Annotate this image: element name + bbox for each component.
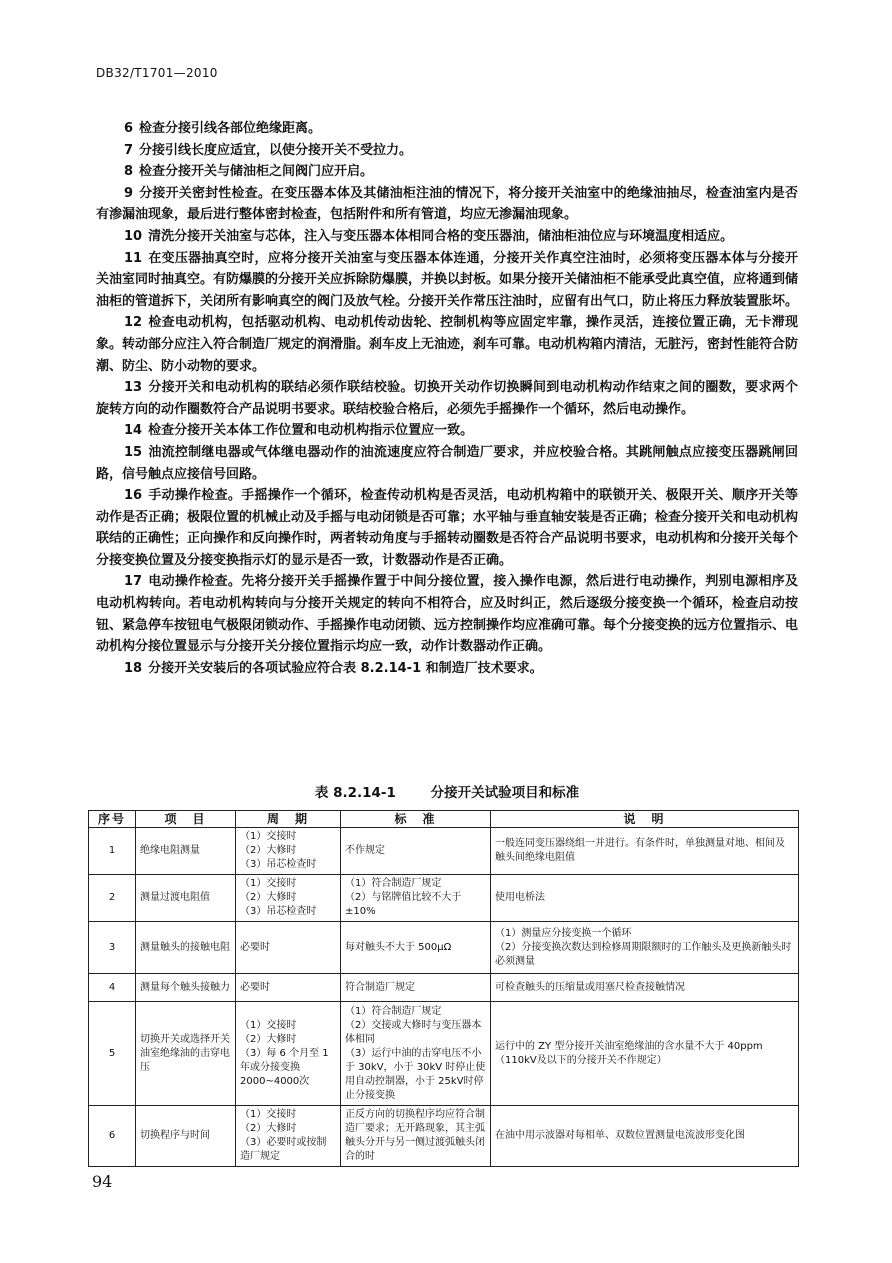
page-number: 94 [92, 1172, 113, 1191]
clause-paragraph [96, 571, 798, 657]
cell-item-line: 切换开关或选择开关油室绝缘油的击穿电压 [140, 1033, 230, 1073]
cell-item [136, 1106, 236, 1167]
cell-period-line: （3）必要时或按制造厂规定 [240, 1137, 327, 1162]
cell-item-line: 测量过渡电阻值 [140, 892, 210, 903]
cell-standard-line: 正反方向的切换程序均应符合制造厂要求；无开路现象，其主弧触头分开与另一侧过渡弧触头闭合的时 [345, 1109, 485, 1162]
cell-period-line: 必要时 [240, 981, 270, 993]
col-header-note: 说 明 [491, 811, 799, 828]
cell-item-line: 切换程序与时间 [140, 1130, 210, 1141]
clause-number: 18 [124, 660, 143, 676]
clause-number: 13 [124, 380, 143, 396]
clause-number: 11 [124, 250, 143, 266]
table-caption-number: 表 8.2.14-1 [314, 785, 396, 801]
body-text [96, 118, 798, 679]
table-row [89, 922, 799, 974]
col-header-standard: 标 准 [341, 811, 491, 828]
clause-text: 手动操作检查。手摇操作一个循环，检查传动机构是否灵活，电动机构箱中的联锁开关、极限开关、顺序开关等动作是否正确；极限位置的机械止动及手摇与电动闭锁是否可靠；水平轴与垂直轴安装是否正确；检查分接开关和电动机构联结的正确性；正向操作和反向操作时，两者转动角度与手摇转动圈数是否符合产品说明书要求，电动机构和分接开关每个分接变换位置及分接变换指示灯的显示是否一致，计数器动作是否正确。 [96, 488, 799, 568]
cell-period-line: （2）大修时 [240, 892, 297, 903]
cell-standard [341, 828, 491, 875]
clause-number: 6 [124, 121, 134, 136]
cell-no: 4 [89, 974, 136, 1002]
cell-standard [341, 1002, 491, 1106]
cell-period-line: （3）每 6 个月至 1 年或分接变换 2000~4000次 [240, 1047, 329, 1087]
cell-item [136, 1002, 236, 1106]
col-header-period: 周 期 [236, 811, 341, 828]
cell-note-line: 可检查触头的压缩量或用塞尺检查接触情况 [495, 981, 685, 993]
clause-text: 分接开关密封性检查。在变压器本体及其储油柜注油的情况下，将分接开关油室中的绝缘油抽尽，检查油室内是否有渗漏油现象，最后进行整体密封检查，包括附件和所有管道，均应无渗漏油现象。 [96, 185, 798, 223]
cell-period-line: （2）大修时 [240, 845, 297, 856]
cell-standard [341, 1106, 491, 1167]
cell-period-line: （2）大修时 [240, 1123, 297, 1134]
clause-paragraph [96, 312, 798, 377]
clause-number: 16 [124, 488, 143, 504]
clause-paragraph [96, 161, 798, 183]
cell-note-line: （1）测量应分接变换一个循环 [495, 927, 632, 939]
document-code: DB32/T1701—2010 [96, 66, 218, 80]
cell-standard-line: 符合制造厂规定 [345, 981, 415, 993]
clause-text: 油流控制继电器或气体继电器动作的油流速度应符合制造厂要求，并应校验合格。其跳闸触点应接变压器跳闸回路，信号触点应接信号回路。 [96, 444, 798, 482]
clause-paragraph [96, 118, 798, 140]
cell-standard-line: （1）符合制造厂规定 [345, 878, 442, 889]
cell-period [236, 1106, 341, 1167]
clause-paragraph [96, 226, 798, 248]
clause-paragraph [96, 248, 798, 313]
cell-note [491, 875, 799, 922]
cell-standard-line: （2）与铭牌值比较不大于±10% [345, 892, 462, 917]
col-header-no: 序号 [89, 811, 136, 828]
cell-standard-line: （2）交接或大修时与变压器本体相同 [345, 1019, 482, 1045]
table-caption [96, 781, 798, 801]
cell-no: 2 [89, 875, 136, 922]
table-row [89, 828, 799, 875]
cell-standard [341, 875, 491, 922]
cell-standard-line: （3）运行中油的击穿电压不小于 30kV，小于 30kV 时停止使用自动控制器，小于 25kV时停止分接变换 [345, 1047, 486, 1101]
cell-note [491, 922, 799, 974]
cell-item [136, 828, 236, 875]
cell-no: 1 [89, 828, 136, 875]
cell-period-line: （1）交接时 [240, 1019, 297, 1031]
col-header-item: 项 目 [136, 811, 236, 828]
cell-period [236, 875, 341, 922]
clause-text: 检查分接引线各部位绝缘距离。 [139, 121, 322, 136]
cell-item-line: 测量每个触头接触力 [140, 981, 230, 993]
cell-note-line: 运行中的 ZY 型分接开关油室绝缘油的含水量不大于 40ppm（110kV及以下的分接开关不作规定） [495, 1040, 763, 1066]
cell-period [236, 1002, 341, 1106]
clause-text: 分接开关安装后的各项试验应符合表 8.2.14-1 和制造厂技术要求。 [148, 660, 543, 676]
clause-number: 10 [124, 228, 143, 244]
cell-period [236, 922, 341, 974]
cell-period-line: （3）吊芯检查时 [240, 859, 317, 870]
clause-number: 12 [124, 315, 143, 331]
clause-text: 检查分接开关与储油柜之间阀门应开启。 [139, 164, 374, 180]
cell-period [236, 974, 341, 1002]
clause-number: 7 [124, 142, 134, 158]
clause-text: 分接开关和电动机构的联结必须作联结校验。切换开关动作切换瞬间到电动机构动作结束之间的圈数，要求两个旋转方向的动作圈数符合产品说明书要求。联结校验合格后，必须先手摇操作一个循环，然后电动操作。 [96, 380, 798, 417]
cell-period-line: （3）吊芯检查时 [240, 906, 317, 917]
clause-text: 在变压器抽真空时，应将分接开关油室与变压器本体连通，分接开关作真空注油时，必须将变压器本体与分接开关油室同时抽真空。有防爆膜的分接开关应拆除防爆膜，并换以封板。如果分接开关储油柜不能承受此真空值，应将通到储油柜的管道拆下，关闭所有影响真空的阀门及放气栓。分接开关作常压注油时，应留有出气口，防止将压力释放装置胀坏。 [96, 250, 799, 309]
cell-standard [341, 974, 491, 1002]
clause-number: 8 [124, 164, 134, 180]
cell-item [136, 875, 236, 922]
table-header-row [89, 811, 799, 828]
test-items-table [88, 810, 799, 1167]
cell-standard [341, 922, 491, 974]
clause-paragraph [96, 658, 798, 680]
clause-text: 清洗分接开关油室与芯体，注入与变压器本体相同合格的变压器油，储油柜油位应与环境温度相适应。 [148, 228, 734, 244]
cell-note [491, 828, 799, 875]
cell-note-line: 一般连同变压器绕组一并进行。有条件时，单独测量对地、相间及触头间绝缘电阻值 [495, 838, 785, 863]
clause-paragraph [96, 377, 798, 420]
table-body [89, 828, 799, 1167]
cell-note-line: 使用电桥法 [495, 892, 545, 903]
table-row [89, 974, 799, 1002]
cell-item [136, 922, 236, 974]
clause-paragraph [96, 140, 798, 162]
clause-text: 检查分接开关本体工作位置和电动机构指示位置应一致。 [148, 423, 474, 439]
cell-no: 6 [89, 1106, 136, 1167]
cell-period-line: （1）交接时 [240, 878, 297, 889]
table-caption-title: 分接开关试验项目和标准 [430, 785, 580, 801]
cell-period-line: （1）交接时 [240, 1109, 297, 1120]
table-row [89, 875, 799, 922]
cell-standard-line: 每对触头不大于 500μΩ [345, 941, 452, 953]
table-row [89, 1106, 799, 1167]
cell-note [491, 974, 799, 1002]
cell-period-line: （1）交接时 [240, 831, 297, 842]
cell-note-line: 在油中用示波器对每相单、双数位置测量电流波形变化图 [495, 1130, 745, 1141]
clause-text: 电动操作检查。先将分接开关手摇操作置于中间分接位置，接入操作电源，然后进行电动操作，判别电源相序及电动机构转向。若电动机构转向与分接开关规定的转向不相符合，应及时纠正，然后逐级分接变换一个循环，检查启动按钮、紧急停车按钮电气极限闭锁动作、手摇操作电动闭锁、远方控制操作均应准确可靠。每个分接变换的远方位置指示、电动机构分接位置显示与分接开关分接位置指示均应一致，动作计数器动作正确。 [96, 574, 799, 655]
clause-text: 分接引线长度应适宜，以使分接开关不受拉力。 [139, 142, 413, 158]
clause-paragraph [96, 183, 798, 226]
cell-item-line: 绝缘电阻测量 [140, 845, 200, 856]
cell-item-line: 测量触头的接触电阻 [140, 941, 230, 953]
cell-standard-line: 不作规定 [345, 845, 385, 856]
clause-number: 15 [124, 444, 143, 460]
clause-paragraph [96, 485, 798, 571]
cell-note [491, 1002, 799, 1106]
clause-number: 17 [124, 574, 143, 590]
cell-standard-line: （1）符合制造厂规定 [345, 1005, 442, 1017]
clause-text: 检查电动机构，包括驱动机构、电动机传动齿轮、控制机构等应固定牢靠，操作灵活，连接位置正确，无卡滞现象。转动部分应注入符合制造厂规定的润滑脂。刹车皮上无油迹，刹车可靠。电动机构箱内清洁，无脏污，密封性能符合防潮、防尘、防小动物的要求。 [96, 315, 799, 374]
table-row [89, 1002, 799, 1106]
cell-period [236, 828, 341, 875]
cell-period-line: 必要时 [240, 941, 270, 953]
cell-no: 3 [89, 922, 136, 974]
cell-note [491, 1106, 799, 1167]
cell-no: 5 [89, 1002, 136, 1106]
cell-note-line: （2）分接变换次数达到检修周期限额时的工作触头及更换新触头时必须测量 [495, 941, 792, 967]
clause-number: 9 [124, 185, 134, 201]
clause-paragraph [96, 420, 798, 442]
cell-period-line: （2）大修时 [240, 1033, 297, 1045]
cell-item [136, 974, 236, 1002]
clause-number: 14 [124, 423, 143, 439]
clause-paragraph [96, 442, 798, 485]
